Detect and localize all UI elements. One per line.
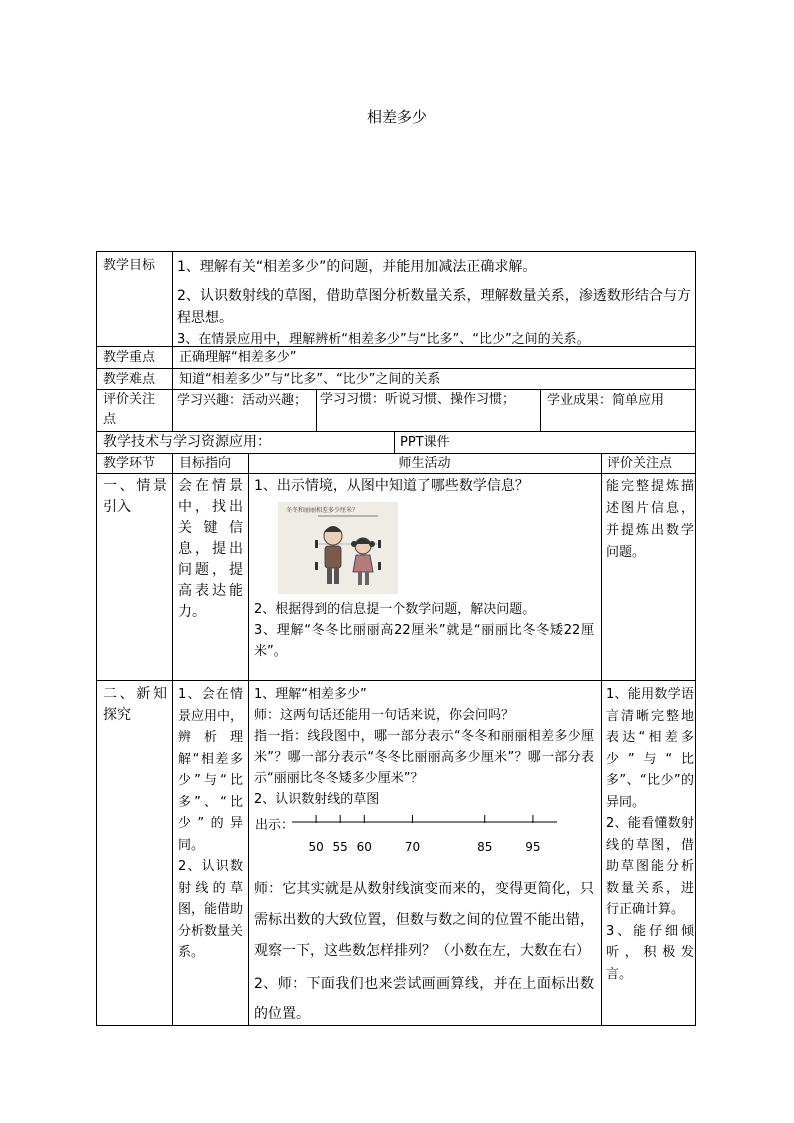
evaluation-label: 评价关注点 (103, 392, 156, 427)
key-point-label: 教学重点 (103, 350, 156, 365)
scene-illustration (278, 502, 398, 594)
number-line-tick-label: 60 (356, 840, 372, 854)
section2-evaluation-item: 3、能仔细倾听，积极发言。 (606, 923, 694, 982)
number-line-tick-label: 95 (525, 840, 541, 854)
evaluation-habit: 学习习惯：听说习惯、操作习惯； (320, 392, 516, 407)
activity-line: 2、认识数射线的草图 (254, 792, 380, 807)
section1-activity-3: 3、理解“冬冬比丽丽高22厘米”就是“丽丽比冬冬矮22厘米”。 (254, 623, 594, 659)
objective-item: 3、在情景应用中，理解辨析“相差多少”与“比多”、“比少”之间的关系。 (177, 332, 590, 347)
activity-line: 2、师：下面我们也来尝试画画算线，并在上面标出数的位置。 (254, 976, 594, 1022)
section1-activity-1: 1、出示情境，从图中知道了哪些数学信息？ (254, 478, 529, 494)
column-header-evaluation: 评价关注点 (607, 456, 673, 471)
section1-target: 会在情景中，找出关键信息，提出问题，提高表达能力。 (178, 478, 243, 620)
column-header-activity: 师生活动 (398, 456, 451, 471)
section2-activities-top (254, 684, 594, 810)
section2-target-item: 2、认识数射线的草图，能借助分析数量关系。 (178, 859, 244, 960)
column-header-target: 目标指向 (179, 456, 232, 471)
number-line-label: 出示： (255, 818, 295, 833)
number-line-tick-label: 50 (308, 840, 324, 854)
difficulty-label: 教学难点 (103, 372, 156, 387)
section2-evaluation (606, 684, 694, 985)
activity-line: 1、理解“相差多少” (254, 687, 367, 702)
section1-stage: 一、情景引入 (103, 478, 167, 515)
number-line-tick-label: 70 (404, 840, 421, 854)
objectives-label: 教学目标 (103, 258, 156, 273)
activity-line: 师：这两句话还能用一句话来说，你会问吗？ (254, 708, 515, 723)
objectives-list (177, 256, 691, 351)
page-title: 相差多少 (366, 108, 427, 126)
objective-item: 1、理解有关“相差多少”的问题，并能用加减法正确求解。 (177, 259, 537, 275)
lesson-plan-table (96, 251, 696, 1026)
tech-label: 教学技术与学习资源应用： (103, 434, 271, 450)
activity-line: 指一指：线段图中，哪一部分表示“冬冬和丽丽相差多少厘米”？哪一部分表示“冬冬比丽丽高多少厘米”？哪一部分表示“丽丽比冬冬矮多少厘米”？ (254, 729, 594, 786)
section2-activities-bottom (254, 874, 594, 1029)
section2-evaluation-item: 1、能用数学语言清晰完整地表达“相差多少”与“比多”、“比少”的异同。 (606, 687, 694, 810)
column-header-stage: 教学环节 (103, 456, 156, 471)
evaluation-outcome: 学业成果：简单应用 (547, 393, 665, 408)
tech-value: PPT课件 (400, 435, 450, 450)
number-line-tick-label: 85 (477, 840, 493, 854)
section2-evaluation-item: 2、能看懂数射线的草图，借助草图能分析数量关系，进行正确计算。 (606, 816, 694, 917)
section2-target (178, 684, 243, 964)
section2-stage: 二、新知探究 (103, 686, 167, 723)
objective-item: 2、认识数射线的草图，借助草图分析数量关系，理解数量关系，渗透数形结合与方程思想。 (177, 288, 691, 326)
difficulty-value: 知道“相差多少”与“比多”、“比少”之间的关系 (179, 372, 441, 387)
section2-target-item: 1、会在情景应用中，辨析理解“相差多少”与“比多”、“比少”的异同。 (178, 687, 244, 853)
section1-evaluation: 能完整提炼描述图片信息，并提炼出数学问题。 (606, 479, 694, 560)
number-line (292, 812, 572, 862)
evaluation-interest: 学习兴趣：活动兴趣； (177, 393, 308, 408)
section1-activity-2: 2、根据得到的信息提一个数学问题，解决问题。 (254, 602, 536, 617)
scene-caption: 冬冬和丽丽相差多少厘米？ (286, 507, 359, 514)
key-point-value: 正确理解“相差多少” (179, 350, 297, 365)
activity-line: 师：它其实就是从数射线演变而来的，变得更简化，只需标出数的大致位置，但数与数之间的位置不能出错，观察一下，这些数怎样排列？（小数在左，大数在右） (254, 881, 594, 959)
number-line-tick-label: 55 (332, 840, 348, 854)
